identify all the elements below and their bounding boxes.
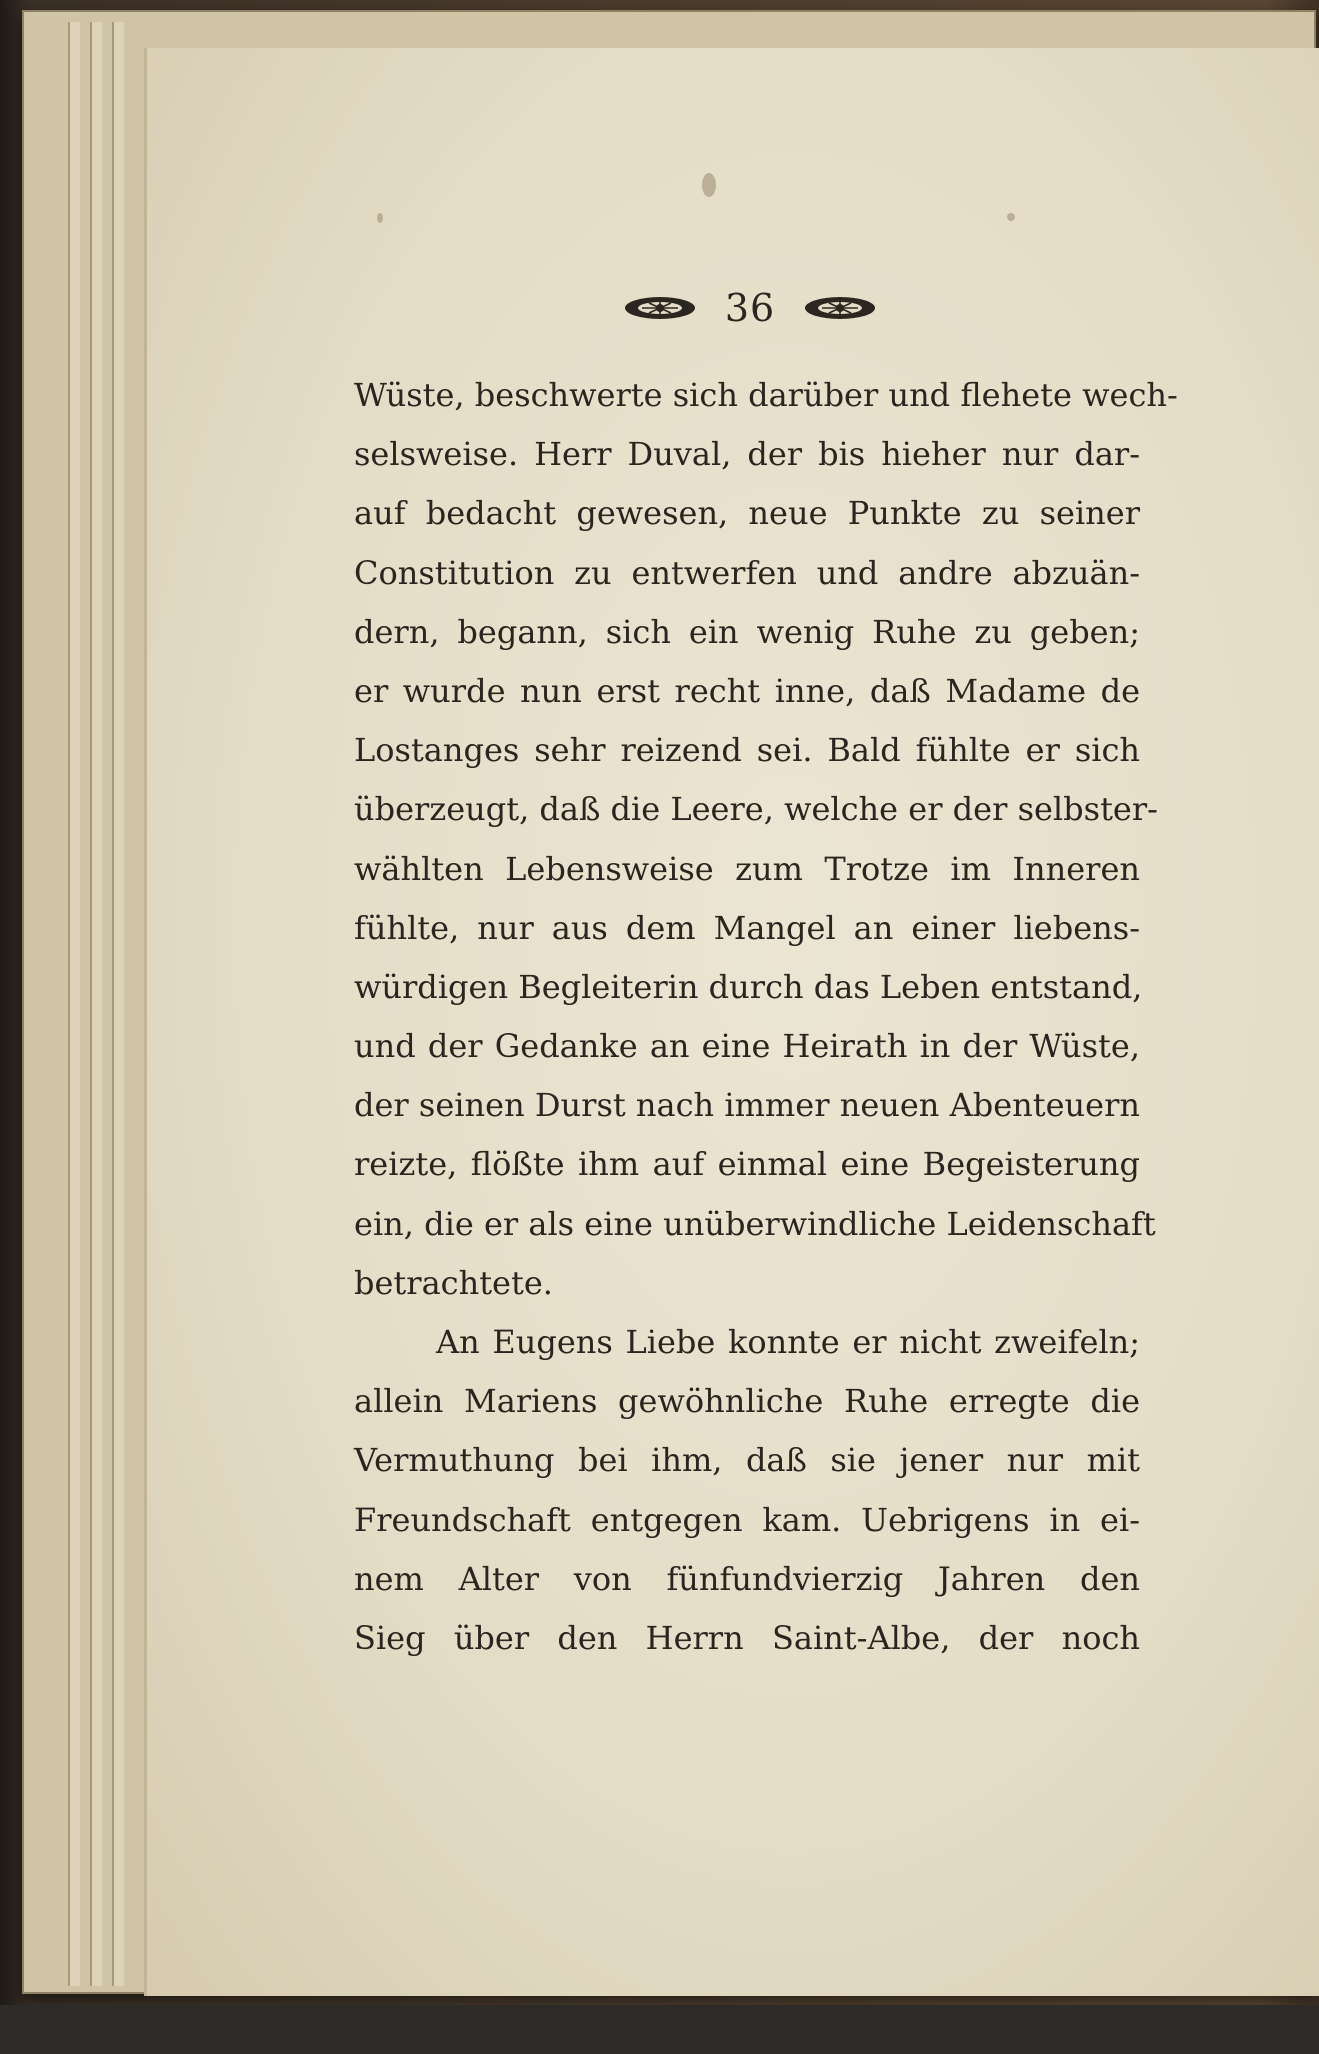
ornament-left-icon bbox=[623, 295, 697, 321]
text-line: allein Mariens gewöhnliche Ruhe erregte die bbox=[354, 1382, 1140, 1421]
text-line: er wurde nun erst recht inne, daß Madame de bbox=[354, 671, 1140, 710]
text-line: und der Gedanke an eine Heirath in der Wüste, bbox=[354, 1027, 1140, 1066]
text-line: Constitution zu entwerfen und andre abzuän- bbox=[354, 553, 1140, 592]
text-line: betrachtete. bbox=[354, 1263, 553, 1302]
ornament-right-icon bbox=[803, 295, 877, 321]
page-header bbox=[600, 276, 900, 340]
text-line: Wüste, beschwerte sich darüber und flehete wech- bbox=[354, 376, 1178, 414]
text-line: auf bedacht gewesen, neue Punkte zu seiner bbox=[354, 494, 1140, 533]
page-edge bbox=[68, 22, 80, 1986]
text-line: fühlte, nur aus dem Mangel an einer liebens- bbox=[354, 908, 1140, 947]
text-line: ein, die er als eine unüberwindliche Leidenschaft bbox=[354, 1204, 1156, 1243]
text-line: selsweise. Herr Duval, der bis hieher nur dar- bbox=[354, 435, 1140, 474]
page-edge bbox=[90, 22, 102, 1986]
text-line: Freundschaft entgegen kam. Uebrigens in ei- bbox=[354, 1500, 1140, 1539]
text-line: der seinen Durst nach immer neuen Abenteuern bbox=[354, 1086, 1140, 1125]
text-line: überzeugt, daß die Leere, welche er der selbster- bbox=[354, 790, 1158, 829]
text-line: dern, begann, sich ein wenig Ruhe zu geben; bbox=[354, 612, 1140, 651]
paper-stain bbox=[702, 173, 716, 197]
text-line: An Eugens Liebe konnte er nicht zweifeln; bbox=[436, 1323, 1140, 1361]
bottom-shadow-band bbox=[0, 2005, 1319, 2054]
text-line: nem Alter von fünfundvierzig Jahren den bbox=[354, 1559, 1140, 1598]
paper-stain bbox=[377, 213, 383, 223]
text-line: wählten Lebensweise zum Trotze im Inneren bbox=[354, 849, 1140, 888]
text-line: Lostanges sehr reizend sei. Bald fühlte er sich bbox=[354, 731, 1140, 770]
text-line: Sieg über den Herrn Saint-Albe, der noch bbox=[354, 1618, 1140, 1657]
page-edge bbox=[112, 22, 124, 1986]
text-line: Vermuthung bei ihm, daß sie jener nur mit bbox=[354, 1441, 1140, 1480]
page-number: 36 bbox=[724, 286, 776, 330]
paper-stain bbox=[1007, 213, 1015, 221]
text-line: würdigen Begleiterin durch das Leben entstand, bbox=[354, 967, 1143, 1006]
text-line: reizte, flößte ihm auf einmal eine Begeisterung bbox=[354, 1145, 1140, 1184]
page-body-text bbox=[354, 366, 1178, 1668]
